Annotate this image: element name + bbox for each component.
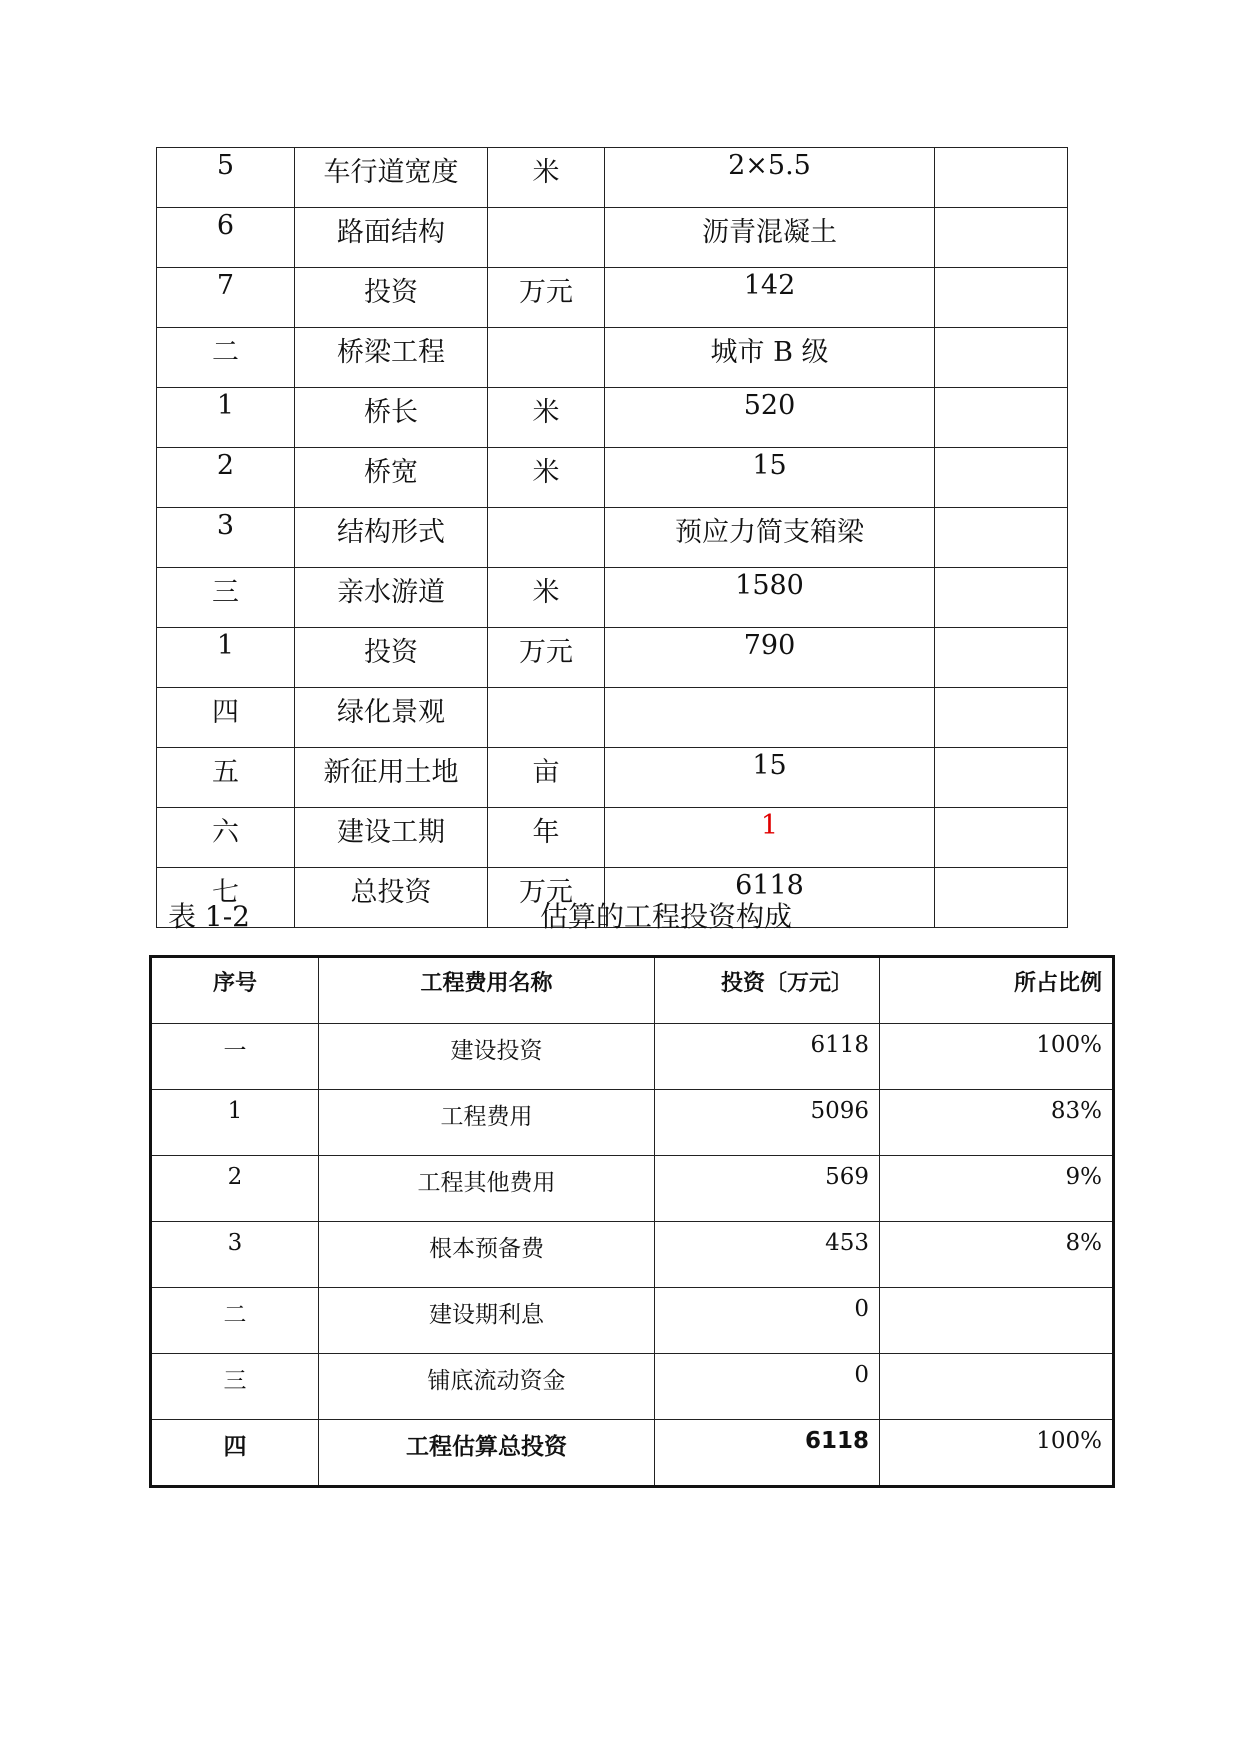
note: [935, 868, 1068, 928]
unit: 亩: [488, 748, 605, 808]
item-name: 车行道宽度: [295, 148, 488, 208]
unit: [488, 328, 605, 388]
unit: [488, 208, 605, 268]
cost-name: 铺底流动资金: [319, 1354, 655, 1420]
ratio: 100%: [880, 1420, 1114, 1487]
amount: 569: [655, 1156, 880, 1222]
ratio: 83%: [880, 1090, 1114, 1156]
row-number: 一: [151, 1024, 319, 1090]
value: 1580: [605, 568, 935, 628]
column-header-ratio: 所占比例: [880, 957, 1114, 1024]
row-number: 2: [151, 1156, 319, 1222]
item-name: 桥宽: [295, 448, 488, 508]
table-row: [157, 448, 1068, 508]
unit: 年: [488, 808, 605, 868]
ratio: 8%: [880, 1222, 1114, 1288]
table-row: [157, 568, 1068, 628]
row-number: 6: [157, 208, 295, 268]
row-number: 三: [151, 1354, 319, 1420]
value: 沥青混凝土: [605, 208, 935, 268]
cost-name: 工程费用: [319, 1090, 655, 1156]
row-number: 六: [157, 808, 295, 868]
table-row: [157, 208, 1068, 268]
project-indicator-table: [156, 147, 1068, 928]
item-name: 投资: [295, 268, 488, 328]
ratio: 9%: [880, 1156, 1114, 1222]
item-name: 新征用土地: [295, 748, 488, 808]
value: 城市 B 级: [605, 328, 935, 388]
table-row: [157, 628, 1068, 688]
table-row: [157, 328, 1068, 388]
row-number: 四: [151, 1420, 319, 1487]
unit: 万元: [488, 628, 605, 688]
amount: 6118: [655, 1420, 880, 1487]
table-row: [157, 148, 1068, 208]
table-row: [157, 508, 1068, 568]
table-row: [151, 1090, 1114, 1156]
amount: 0: [655, 1354, 880, 1420]
table-row: [157, 268, 1068, 328]
item-name: 建设工期: [295, 808, 488, 868]
note: [935, 748, 1068, 808]
ratio: [880, 1354, 1114, 1420]
item-name: 桥长: [295, 388, 488, 448]
row-number: 7: [157, 268, 295, 328]
cost-name: 工程其他费用: [319, 1156, 655, 1222]
unit: 米: [488, 448, 605, 508]
row-number: 1: [157, 628, 295, 688]
value-highlighted: 1: [605, 808, 935, 868]
row-number: 1: [157, 388, 295, 448]
table-row: [151, 1288, 1114, 1354]
table-row: [151, 1222, 1114, 1288]
unit: 万元: [488, 868, 605, 928]
value: 预应力简支箱梁: [605, 508, 935, 568]
table-row: [157, 808, 1068, 868]
note: [935, 268, 1068, 328]
investment-composition-table: [149, 955, 1115, 1488]
unit: [488, 688, 605, 748]
value: 15: [605, 748, 935, 808]
row-number: 1: [151, 1090, 319, 1156]
note: [935, 688, 1068, 748]
note: [935, 388, 1068, 448]
table-row: [151, 1156, 1114, 1222]
table-caption-number: 表 1-2: [168, 900, 250, 933]
item-name: 结构形式: [295, 508, 488, 568]
table-caption-title: 估算的工程投资构成: [540, 900, 793, 933]
item-name: 绿化景观: [295, 688, 488, 748]
item-name: 路面结构: [295, 208, 488, 268]
row-number: 3: [151, 1222, 319, 1288]
note: [935, 808, 1068, 868]
row-number: 三: [157, 568, 295, 628]
column-header-name: 工程费用名称: [319, 957, 655, 1024]
table-row: [151, 1354, 1114, 1420]
cost-name: 工程估算总投资: [319, 1420, 655, 1487]
cost-name: 建设投资: [319, 1024, 655, 1090]
row-number: 5: [157, 148, 295, 208]
item-name: 总投资: [295, 868, 488, 928]
cost-name: 根本预备费: [319, 1222, 655, 1288]
row-number: 四: [157, 688, 295, 748]
row-number: 五: [157, 748, 295, 808]
item-name: 桥梁工程: [295, 328, 488, 388]
item-name: 投资: [295, 628, 488, 688]
value: [605, 688, 935, 748]
table-row: [157, 688, 1068, 748]
value: 520: [605, 388, 935, 448]
note: [935, 508, 1068, 568]
note: [935, 568, 1068, 628]
value: 142: [605, 268, 935, 328]
cost-name: 建设期利息: [319, 1288, 655, 1354]
table-header-row: [151, 957, 1114, 1024]
table-total-row: [151, 1420, 1114, 1487]
item-name: 亲水游道: [295, 568, 488, 628]
row-number: 二: [157, 328, 295, 388]
value: 6118: [605, 868, 935, 928]
amount: 453: [655, 1222, 880, 1288]
note: [935, 448, 1068, 508]
note: [935, 328, 1068, 388]
column-header-amount: 投资〔万元〕: [655, 957, 880, 1024]
note: [935, 208, 1068, 268]
row-number: 二: [151, 1288, 319, 1354]
table-row: [157, 388, 1068, 448]
table-row: [151, 1024, 1114, 1090]
value: 15: [605, 448, 935, 508]
amount: 6118: [655, 1024, 880, 1090]
unit: [488, 508, 605, 568]
table-row: [157, 748, 1068, 808]
unit: 米: [488, 388, 605, 448]
column-header-no: 序号: [151, 957, 319, 1024]
unit: 万元: [488, 268, 605, 328]
amount: 0: [655, 1288, 880, 1354]
value: 2×5.5: [605, 148, 935, 208]
ratio: 100%: [880, 1024, 1114, 1090]
row-number: 2: [157, 448, 295, 508]
ratio: [880, 1288, 1114, 1354]
note: [935, 628, 1068, 688]
unit: 米: [488, 148, 605, 208]
amount: 5096: [655, 1090, 880, 1156]
row-number: 七: [157, 868, 295, 928]
note: [935, 148, 1068, 208]
row-number: 3: [157, 508, 295, 568]
value: 790: [605, 628, 935, 688]
unit: 米: [488, 568, 605, 628]
